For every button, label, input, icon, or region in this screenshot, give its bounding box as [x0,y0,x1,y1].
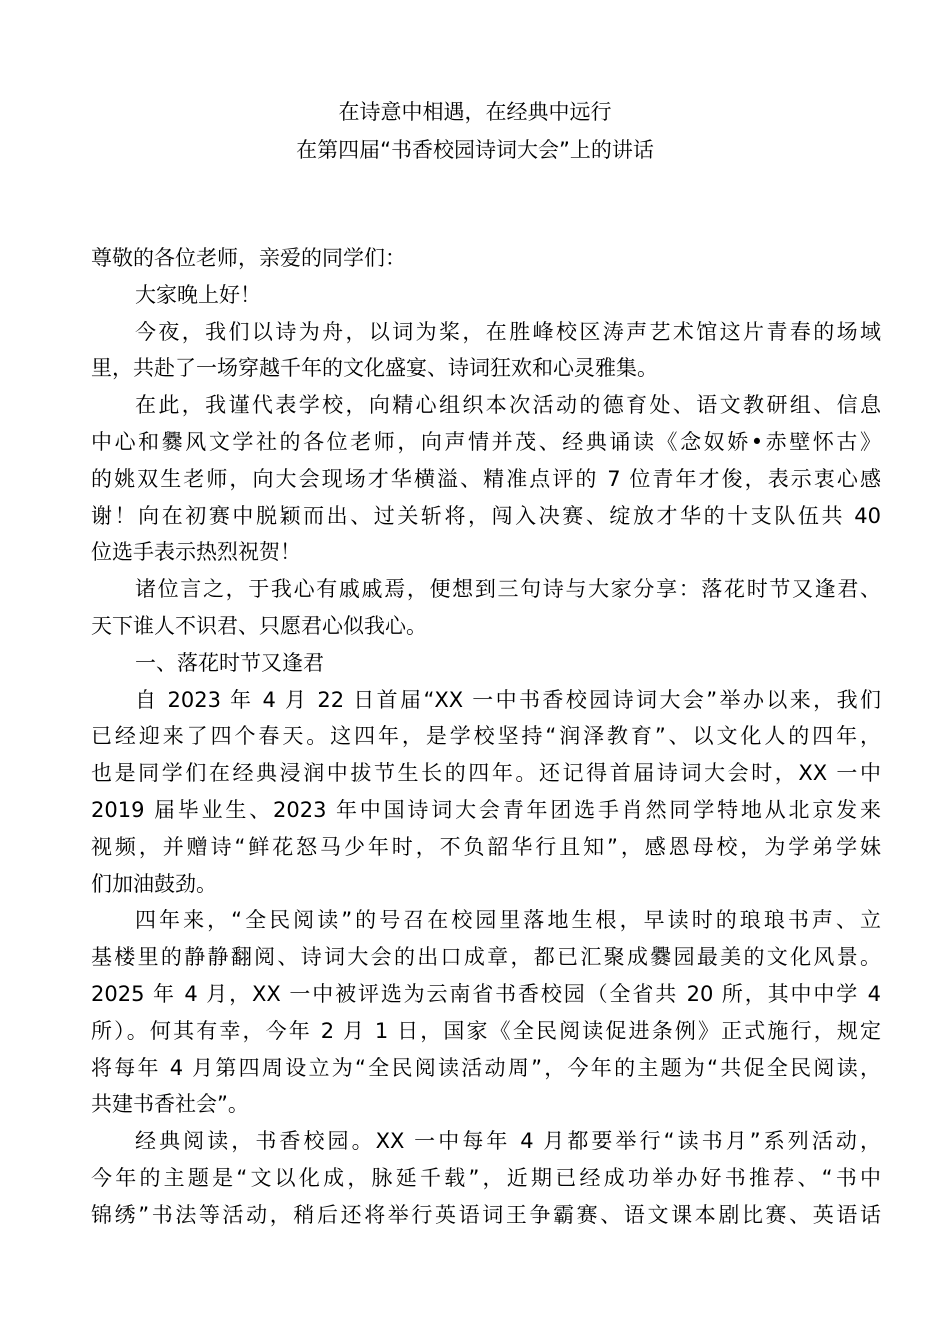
text-line: 锦绣”书法等活动，稍后还将举行英语词王争霸赛、语文课本剧比赛、英语话 [91,1202,881,1227]
text-line: 位选手表示热烈祝贺！ [91,540,301,565]
text-line: 所）。何其有幸，今年 2 月 1 日，国家《全民阅读促进条例》正式施行，规定 [91,1018,881,1043]
text-line: 天下谁人不识君、只愿君心似我心。 [91,613,427,638]
text-line: 2025 年 4 月，XX 一中被评选为云南省书香校园（全省共 20 所，其中中学 4 [91,981,881,1006]
text-line: 已经迎来了四个春天。这四年，是学校坚持“润泽教育”、以文化人的四年， [91,724,881,749]
speech-title: 在诗意中相遇，在经典中远行 [338,100,612,124]
text-line: 诸位言之，于我心有戚戚焉，便想到三句诗与大家分享：落花时节又逢君、 [135,577,881,602]
text-line: 共建书香社会”。 [91,1092,249,1117]
text-line: 尊敬的各位老师，亲爱的同学们： [91,246,406,270]
text-line: 在此，我谨代表学校，向精心组织本次活动的德育处、语文教研组、信息 [135,393,881,418]
text-line: 也是同学们在经典浸润中拔节生长的四年。还记得首届诗词大会时，XX 一中 [91,761,881,786]
text-line: 中心和爨风文学社的各位老师，向声情并茂、经典诵读《念奴娇•赤壁怀古》 [91,429,881,454]
text-line: 今夜，我们以诗为舟，以词为桨，在胜峰校区涛声艺术馆这片青春的场域 [135,319,881,344]
text-line: 四年来，“全民阅读”的号召在校园里落地生根，早读时的琅琅书声、立 [135,908,881,933]
speech-body [91,240,881,1234]
text-line: 基楼里的静静翻阅、诗词大会的出口成章，都已汇聚成爨园最美的文化风景。 [91,945,881,970]
text-line: 们加油鼓劲。 [91,871,217,896]
text-line: 经典阅读，书香校园。XX 一中每年 4 月都要举行“读书月”系列活动， [135,1129,881,1154]
text-line: 今年的主题是“文以化成，脉延千载”，近期已经成功举办好书推荐、“书中 [91,1165,881,1190]
text-line: 视频，并赠诗“鲜花怒马少年时，不负韶华行且知”，感恩母校，为学弟学妹 [91,834,881,859]
text-line: 的姚双生老师，向大会现场才华横溢、精准点评的 7 位青年才俊，表示衷心感 [91,466,881,491]
speech-subtitle: 在第四届“书香校园诗词大会”上的讲话 [296,138,654,162]
text-line: 谢！向在初赛中脱颖而出、过关斩将，闯入决赛、绽放才华的十支队伍共 40 [91,503,881,528]
text-line: 大家晚上好！ [135,282,261,307]
text-line: 2019 届毕业生、2023 年中国诗词大会青年团选手肖然同学特地从北京发来 [91,797,881,822]
text-line: 将每年 4 月第四周设立为“全民阅读活动周”，今年的主题为“共促全民阅读， [91,1055,881,1080]
text-line: 自 2023 年 4 月 22 日首届“XX 一中书香校园诗词大会”举办以来，我们 [135,687,881,712]
text-line: 里，共赴了一场穿越千年的文化盛宴、诗词狂欢和心灵雅集。 [91,356,658,381]
text-line: 一、落花时节又逢君 [135,650,324,675]
